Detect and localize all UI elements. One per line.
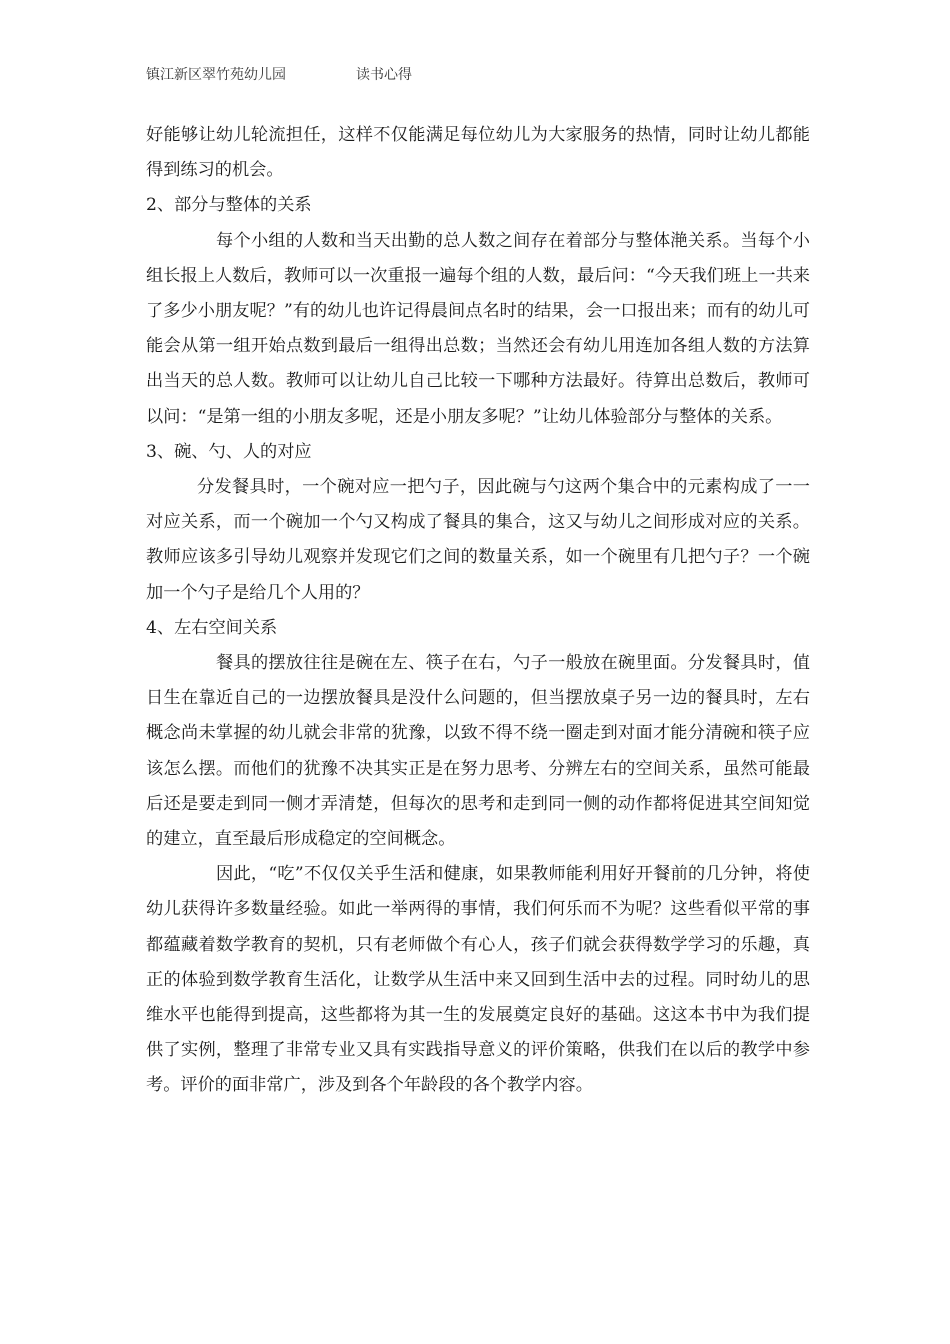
section-heading-4: 4、左右空间关系 [146, 617, 278, 638]
paragraph-continued: 好能够让幼儿轮流担任，这样不仅能满足每位幼儿为大家服务的热情，同时让幼儿都能得到练习的机会。 [146, 125, 810, 181]
paragraph-spatial: 餐具的摆放往往是碗在左、筷子在右，勺子一般放在碗里面。分发餐具时，值日生在靠近自己的一边摆放餐具是没什么问题的，但当摆放桌子另一边的餐具时，左右概念尚未掌握的幼儿就会非常的犹豫，以致不得不绕一圈走到对面才能分清碗和筷子应该怎么摆。而他们的犹豫不决其实正是在努力思考、分辨左右的空间关系，虽然可能最后还是要走到同一侧才弄清楚，但每次的思考和走到同一侧的动作都将促进其空间知觉的建立，直至最后形成稳定的空间概念。 [146, 653, 810, 850]
document-body [146, 118, 810, 1104]
section-heading-2: 2、部分与整体的关系 [146, 195, 312, 216]
header-organization: 镇江新区翠竹苑幼儿园 [146, 67, 286, 83]
paragraph-part-whole: 每个小组的人数和当天出勤的总人数之间存在着部分与整体滟关系。当每个小组长报上人数后，教师可以一次重报一遍每个组的人数，最后问：“今天我们班上一共来了多少小朋友呢？”有的幼儿也许记得晨间点名时的结果，会一口报出来；而有的幼儿可能会从第一组开始点数到最后一组得出总数；当然还会有幼儿用连加各组人数的方法算出当天的总人数。教师可以让幼儿自己比较一下哪种方法最好。待算出总数后，教师可以问：“是第一组的小朋友多呢，还是小朋友多呢？”让幼儿体验部分与整体的关系。 [146, 230, 810, 427]
paragraph-correspondence: 分发餐具时，一个碗对应一把勺子，因此碗与勺这两个集合中的元素构成了一一对应关系，而一个碗加一个勺又构成了餐具的集合，这又与幼儿之间形成对应的关系。教师应该多引导幼儿观察并发现它们之间的数量关系，如一个碗里有几把勺子？一个碗加一个勺子是给几个人用的？ [146, 477, 810, 603]
paragraph-conclusion: 因此，“吃”不仅仅关乎生活和健康，如果教师能利用好开餐前的几分钟，将使幼儿获得许多数量经验。如此一举两得的事情，我们何乐而不为呢？这些看似平常的事都蕴藏着数学教育的契机，只有老师做个有心人，孩子们就会获得数学学习的乐趣，真正的体验到数学教育生活化，让数学从生活中来又回到生活中去的过程。同时幼儿的思维水平也能得到提高，这些都将为其一生的发展奠定良好的基础。这这本书中为我们提供了实例，整理了非常专业又具有实践指导意义的评价策略，供我们在以后的教学中参考。评价的面非常广，涉及到各个年龄段的各个教学内容。 [146, 864, 810, 1096]
header-document-title: 读书心得 [356, 67, 412, 83]
section-heading-3: 3、碗、勺、人的对应 [146, 441, 312, 462]
